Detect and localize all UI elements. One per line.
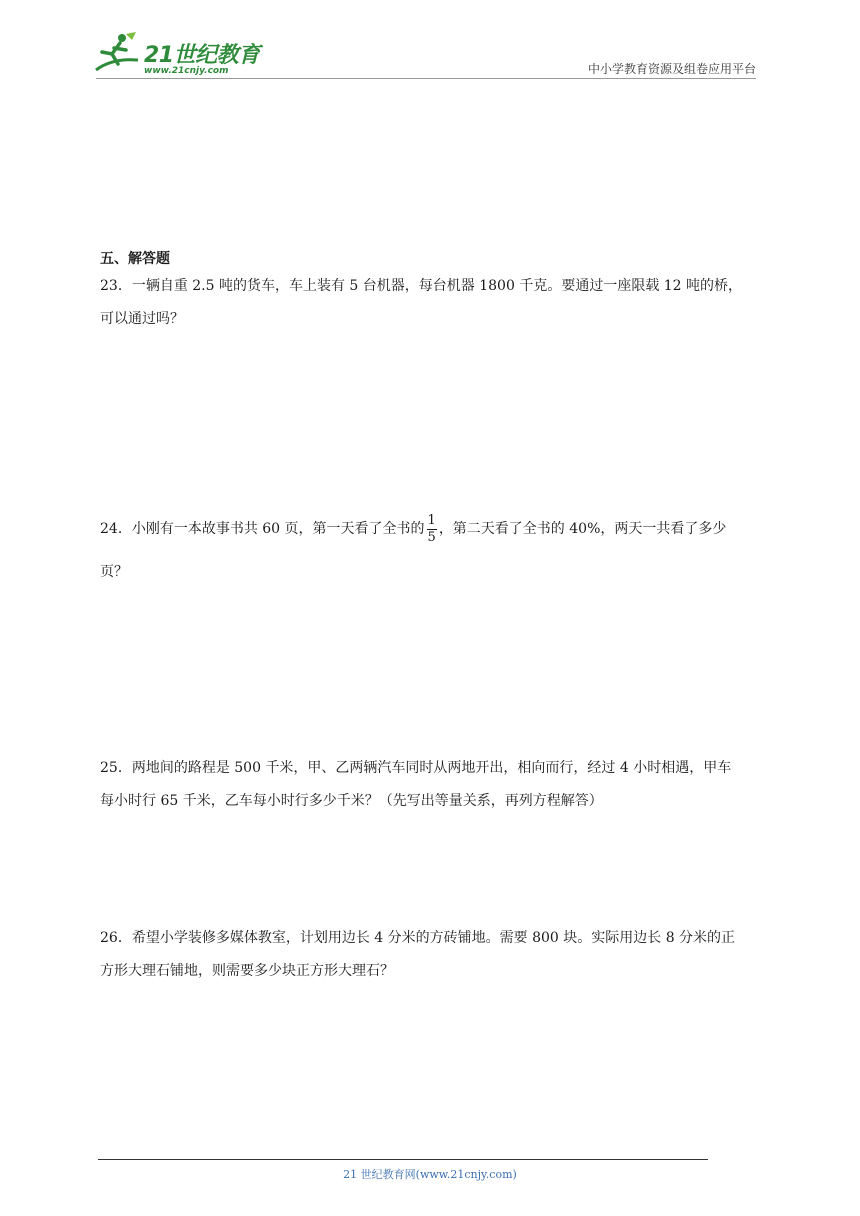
question-24-text-before: 24．小刚有一本故事书共 60 页，第一天看了全书的 <box>100 521 425 537</box>
question-24 <box>100 510 764 589</box>
site-logo[interactable] <box>92 30 262 80</box>
fraction-one-fifth <box>427 513 437 546</box>
question-24-text-after: ，第二天看了全书的 40%，两天一共看了多少 <box>438 521 727 537</box>
question-24-line1 <box>100 510 764 548</box>
question-24-line2: 页？ <box>100 564 128 580</box>
header-divider <box>96 78 756 79</box>
fraction-denominator: 5 <box>427 529 436 545</box>
runner-logo-icon <box>92 30 142 76</box>
logo-url: www.21cnjy.com <box>144 66 229 76</box>
question-25-line1: 25．两地间的路程是 500 千米，甲、乙两辆汽车同时从两地开出，相向而行，经过 4 小时相遇，甲车 <box>100 760 732 776</box>
question-23-line1: 23．一辆自重 2.5 吨的货车，车上装有 5 台机器，每台机器 1800 千克。要通过一座限载 12 吨的桥， <box>100 278 743 294</box>
logo-text: 21世纪教育 <box>144 43 260 68</box>
fraction-numerator: 1 <box>427 512 436 528</box>
question-26-line2: 方形大理石铺地，则需要多少块正方形大理石？ <box>100 963 394 979</box>
footer-link[interactable]: 21 世纪教育网(www.21cnjy.com) <box>343 1168 517 1181</box>
question-26-line1: 26．希望小学装修多媒体教室，计划用边长 4 分米的方砖铺地。需要 800 块。实际用边长 8 分米的正 <box>100 930 736 946</box>
question-25-line2: 每小时行 65 千米，乙车每小时行多少千米？（先写出等量关系，再列方程解答） <box>100 793 603 809</box>
question-25 <box>100 752 764 818</box>
question-23-line2: 可以通过吗？ <box>100 311 184 327</box>
platform-name: 中小学教育资源及组卷应用平台 <box>587 62 756 76</box>
section-title: 五、解答题 <box>100 251 170 267</box>
question-23 <box>100 270 764 336</box>
question-26 <box>100 922 764 988</box>
page-header <box>0 0 860 90</box>
footer-divider <box>98 1159 708 1160</box>
